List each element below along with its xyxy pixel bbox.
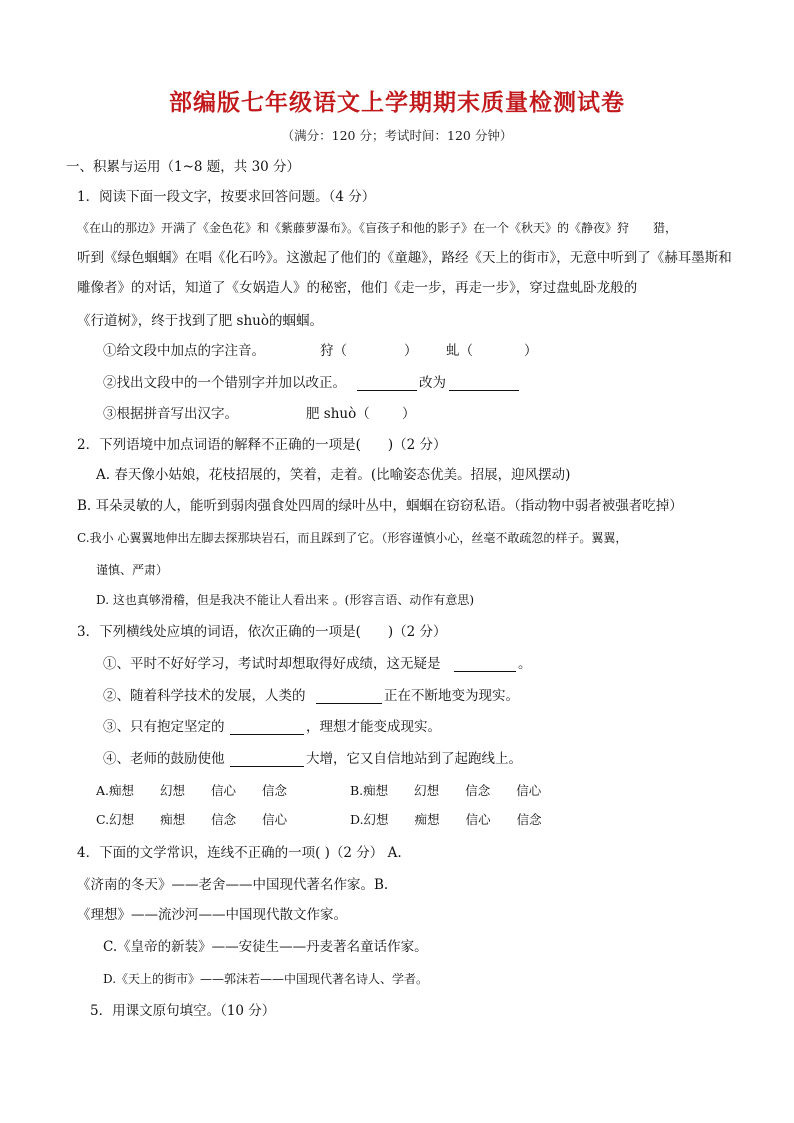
answer-blank[interactable] xyxy=(230,752,304,767)
question-1-sub-3-a: 肥 shuò（ xyxy=(306,406,370,422)
question-3-line-1-end: 。 xyxy=(518,656,532,672)
question-1-sub-3-close: ） xyxy=(402,406,416,422)
question-1-passage-line-2: 听到《绿色蝈蝈》在唱《化石吟》。这激起了他们的《童趣》，路经《天上的街市》，无意中听到了《赫耳墨斯和 xyxy=(77,250,732,266)
exam-info: （满分：120 分；考试时间：120 分钟） xyxy=(281,128,513,143)
question-3-line-3-end: ，理想才能变成现实。 xyxy=(306,719,441,735)
question-1-sub-1-b: 虬（ xyxy=(446,343,473,359)
question-2-option-c-cont: 谨慎、严肃） xyxy=(96,563,169,577)
question-1-sub-1: ①给文段中加点的字注音。 xyxy=(103,343,265,359)
question-3-option-b: B.痴想 幻想 信念 信心 xyxy=(350,783,542,798)
section-heading: 一、积累与运用（1~8 题，共 30 分） xyxy=(66,159,301,175)
question-2-option-d: D. 这也真够滑稽，但是我决不能让人看出来 。(形容言语、动作有意思) xyxy=(96,593,475,607)
question-3-line-4-end: 大增，它又自信地站到了起跑线上。 xyxy=(306,751,522,767)
question-1-sub-1-a-close: ） xyxy=(404,343,418,359)
question-3-line-1: ①、平时不好好学习，考试时却想取得好成绩，这无疑是 xyxy=(103,656,441,672)
question-3-stem: 3．下列横线处应填的词语，依次正确的一项是( )（2 分） xyxy=(77,624,447,640)
question-1-passage-line-4: 《行道树》，终于找到了肥 shuò的蝈蝈。 xyxy=(77,313,323,329)
answer-blank[interactable] xyxy=(357,376,417,391)
answer-blank[interactable] xyxy=(449,376,519,391)
question-1-sub-3: ③根据拼音写出汉字。 xyxy=(103,406,238,422)
question-1-sub-1-a: 狩（ xyxy=(320,343,347,359)
question-3-line-2: ②、随着科学技术的发展，人类的 xyxy=(103,688,306,704)
question-3-line-2-end: 正在不断地变为现实。 xyxy=(384,688,519,704)
question-2-option-b: B. 耳朵灵敏的人，能听到弱肉强食处四周的绿叶丛中，蝈蝈在窃窃私语。（指动物中弱者被强者吃掉） xyxy=(77,498,683,514)
question-5-stem: 5．用课文原句填空。（10 分） xyxy=(90,1003,276,1019)
question-1-stem: 1．阅读下面一段文字，按要求回答问题。（4 分） xyxy=(77,189,376,205)
question-4-option-c: C.《皇帝的新装》——安徒生——丹麦著名童话作家。 xyxy=(103,939,428,955)
question-2-stem: 2．下列语境中加点词语的解释不正确的一项是( )（2 分） xyxy=(77,437,447,453)
question-4-option-b: 《理想》——流沙河——中国现代散文作家。 xyxy=(77,907,347,923)
question-1-sub-1-b-close: ） xyxy=(524,343,538,359)
question-4-option-d: D.《天上的街市》——郭沫若——中国现代著名诗人、学者。 xyxy=(103,972,429,986)
question-3-option-c: C.幻想 痴想 信念 信心 xyxy=(96,812,288,827)
question-4-stem: 4．下面的文学常识，连线不正确的一项( )（2 分） A. xyxy=(77,845,402,861)
question-3-option-d: D.幻想 痴想 信心 信念 xyxy=(350,812,542,827)
question-1-sub-2: ②找出文段中的一个错别字并加以改正。 xyxy=(103,375,346,391)
question-1-passage-line-3: 雕像者》的对话，知道了《女娲造人》的秘密，他们《走一步，再走一步》，穿过盘虬卧龙般的 xyxy=(77,280,638,296)
page-title: 部编版七年级语文上学期期末质量检测试卷 xyxy=(169,89,625,116)
answer-blank[interactable] xyxy=(230,720,304,735)
question-1-passage-line-1: 《在山的那边》开满了《金色花》和《紫藤萝瀑布》。《盲孩子和他的影子》在一个《秋天》的《静夜》狩 猎， xyxy=(77,221,678,235)
question-3-option-a: A.痴想 幻想 信心 信念 xyxy=(96,783,288,798)
question-2-option-c: C.我小 心翼翼地伸出左脚去探那块岩石，而且踩到了它。（形容谨慎小心，丝毫不敢疏忽的样子。翼翼， xyxy=(77,531,628,545)
question-3-line-3: ③、只有抱定坚定的 xyxy=(103,719,225,735)
question-1-sub-2-mid: 改为 xyxy=(419,375,446,391)
answer-blank[interactable] xyxy=(454,657,516,672)
question-4-option-a: 《济南的冬天》——老舍——中国现代著名作家。B. xyxy=(77,877,389,893)
answer-blank[interactable] xyxy=(316,689,382,704)
question-2-option-a: A. 春天像小姑娘，花枝招展的，笑着，走着。(比喻姿态优美。招展，迎风摆动) xyxy=(96,467,571,483)
question-3-line-4: ④、老师的鼓励使他 xyxy=(103,751,225,767)
